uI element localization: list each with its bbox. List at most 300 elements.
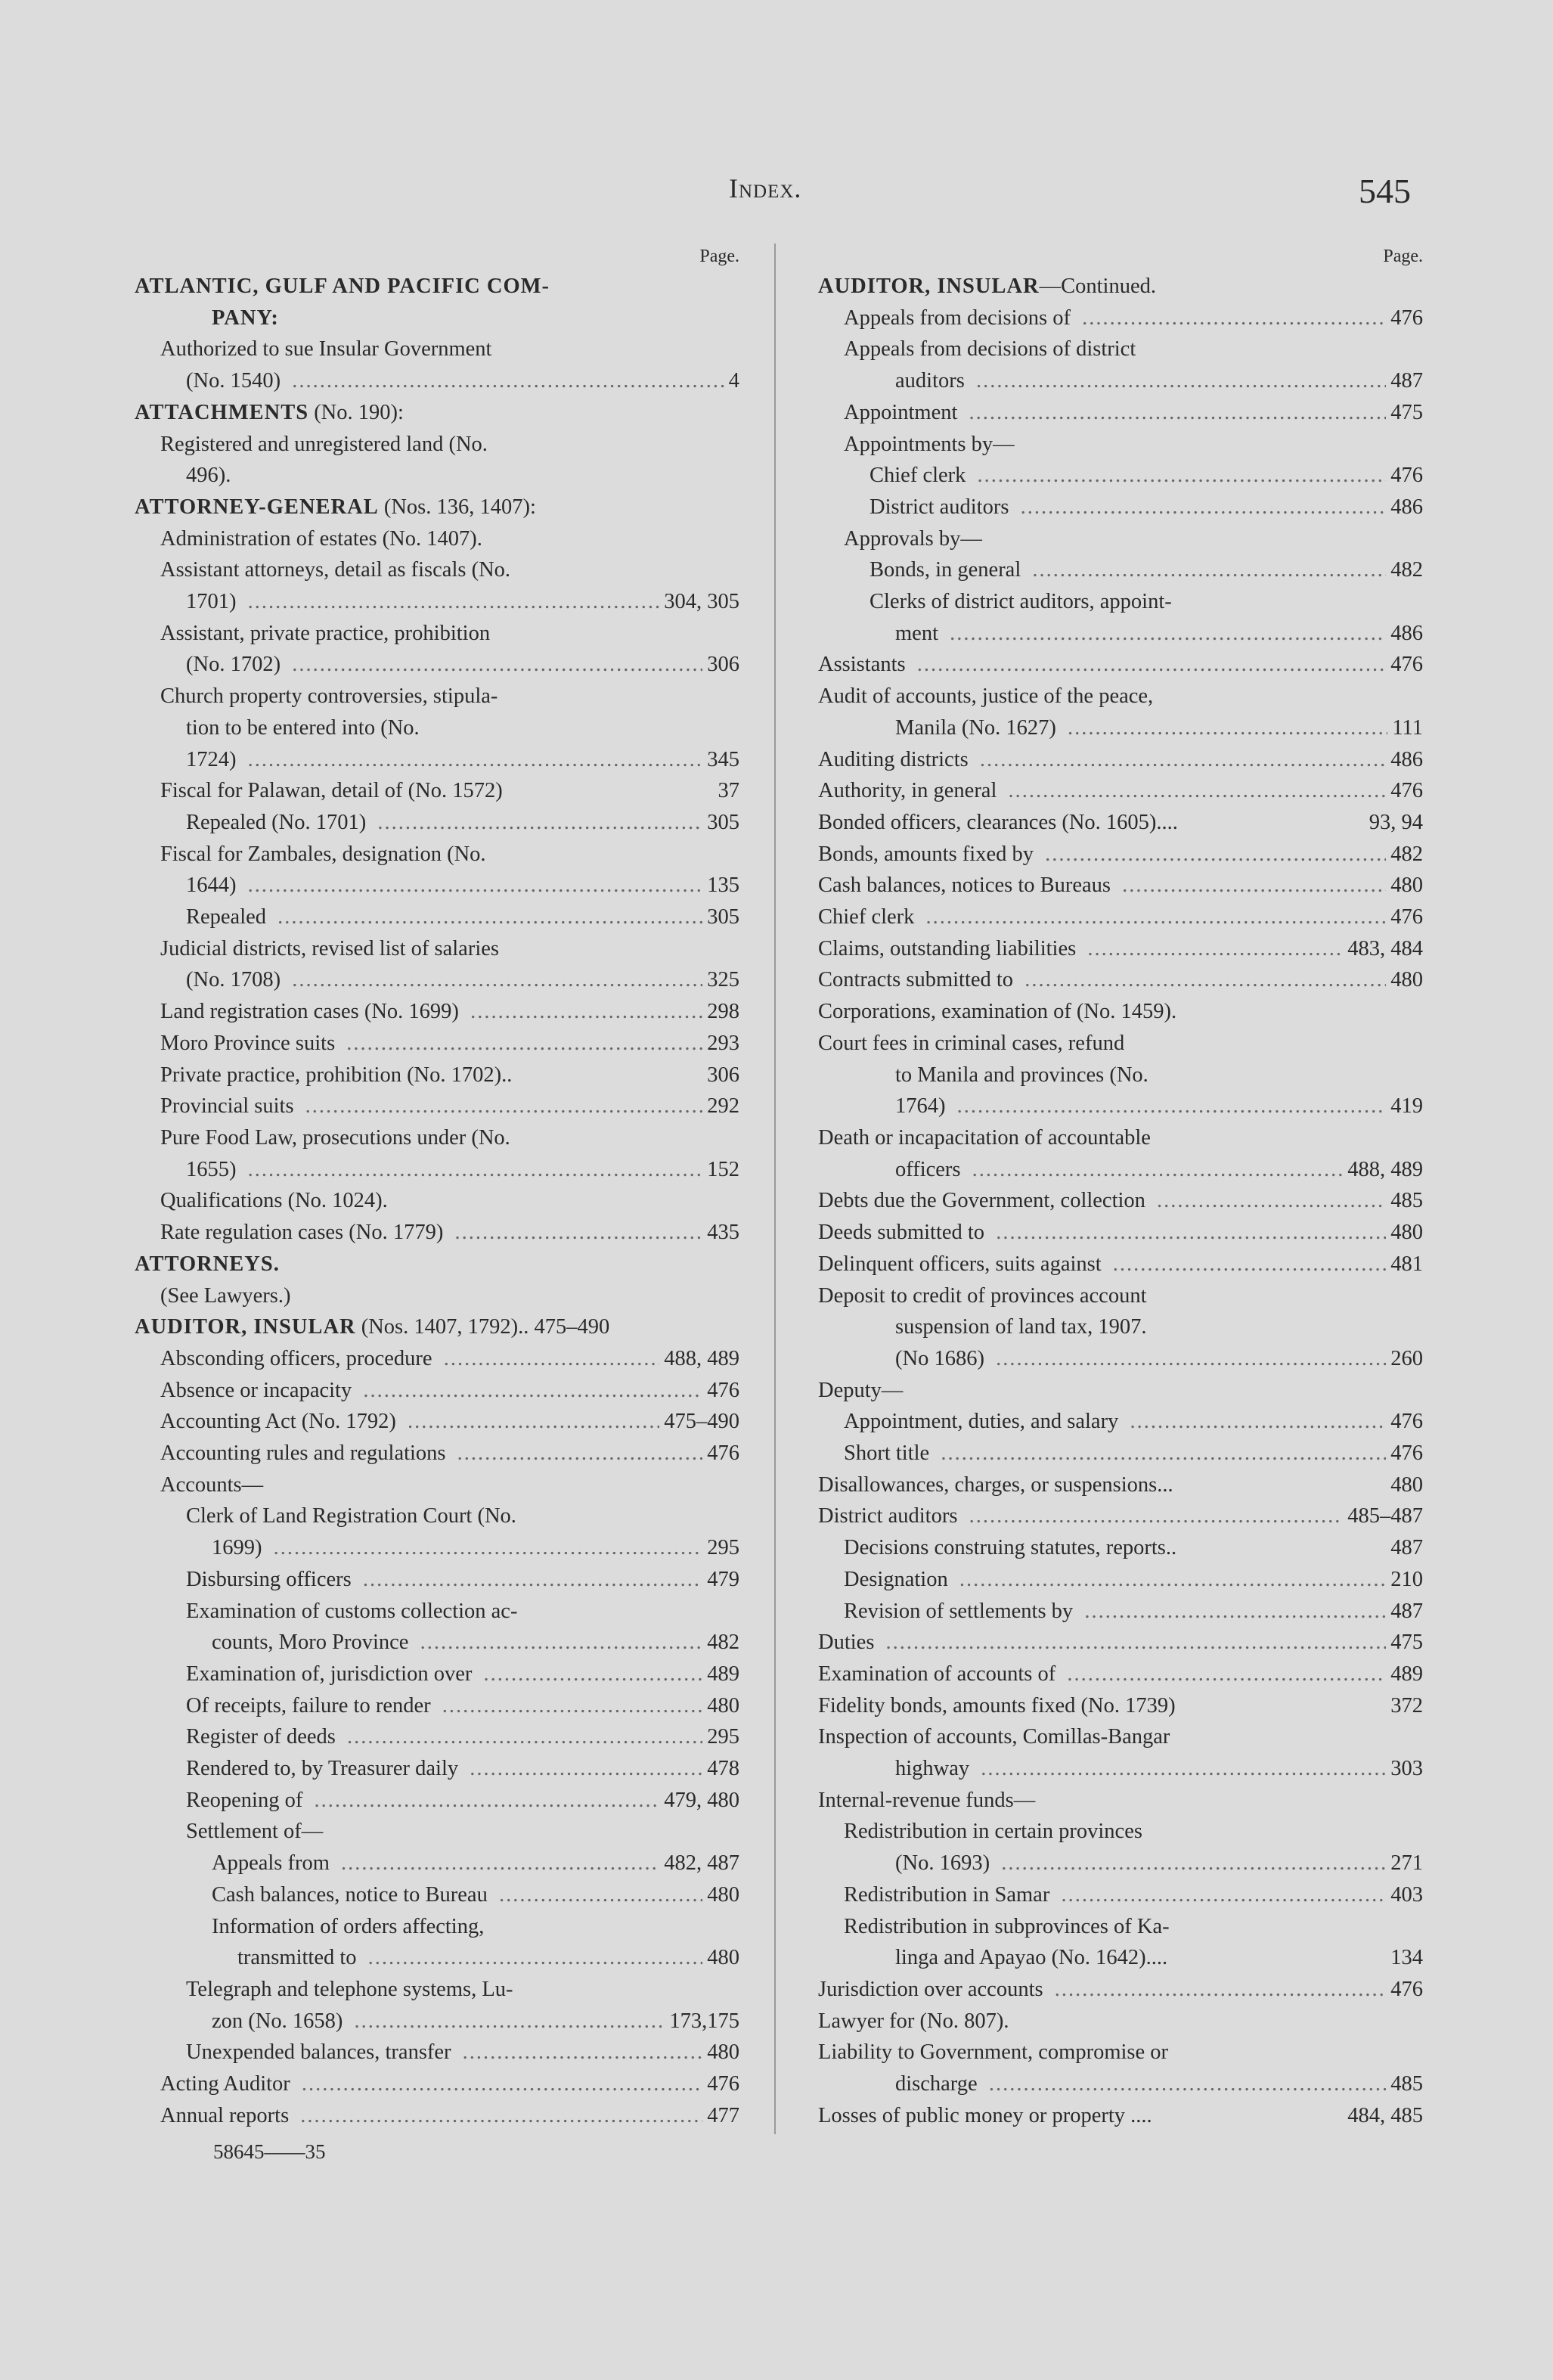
entry-text: Provincial suits — [160, 1094, 299, 1118]
entry-text: ATTORNEYS. — [135, 1252, 280, 1276]
index-entry — [135, 712, 739, 744]
index-entry — [818, 1154, 1423, 1186]
index-column-right — [818, 244, 1423, 2131]
index-entry — [818, 586, 1423, 618]
index-entry — [135, 1879, 739, 1911]
index-entry — [135, 1500, 739, 1532]
entry-text: Cash balances, notice to Bureau — [212, 1883, 492, 1907]
index-entry — [818, 996, 1423, 1028]
index-entry — [818, 1721, 1423, 1753]
entry-page-ref: 486 — [1386, 744, 1423, 776]
index-entry — [818, 870, 1423, 901]
entry-text: Chief clerk — [818, 905, 919, 929]
entry-page-ref: 483, 484 — [1343, 933, 1423, 965]
index-entry — [135, 586, 739, 618]
index-entry — [135, 1848, 739, 1879]
entry-page-ref: 271 — [1386, 1848, 1423, 1879]
index-entry — [135, 1028, 739, 1060]
entry-text: Authorized to sue Insular Government — [160, 337, 492, 361]
entry-text: Accounts— — [160, 1472, 264, 1497]
entry-text: Audit of accounts, justice of the peace, — [818, 684, 1154, 709]
entry-page-ref: 476 — [702, 1438, 739, 1469]
entry-page-ref: 111 — [1387, 712, 1423, 744]
index-entry — [135, 397, 739, 429]
entry-page-ref: 476 — [1386, 775, 1423, 807]
entry-page-ref: 93, 94 — [1365, 807, 1423, 839]
index-entry — [818, 2037, 1423, 2068]
entry-page-ref: 476 — [1386, 1406, 1423, 1438]
index-entry — [135, 1690, 739, 1722]
entry-text: Appeals from — [212, 1851, 334, 1875]
entry-page-ref: 477 — [702, 2100, 739, 2132]
index-entry — [135, 2068, 739, 2100]
entry-subtext: (Nos. 136, 1407): — [378, 495, 536, 519]
index-entry — [818, 2068, 1423, 2100]
index-entry — [135, 1911, 739, 1943]
entry-text: Of receipts, failure to render — [186, 1694, 436, 1718]
entry-page-ref: 476 — [1386, 1438, 1423, 1469]
entry-page-ref: 435 — [702, 1217, 739, 1249]
entry-text: Debts due the Government, collection — [818, 1189, 1150, 1212]
index-entry — [135, 1122, 739, 1154]
index-entry — [135, 1596, 739, 1628]
index-entry — [135, 933, 739, 965]
index-entry — [818, 1185, 1423, 1217]
index-entry — [135, 1060, 739, 1091]
entry-text: ment — [895, 622, 943, 645]
entry-text: Repealed — [186, 905, 271, 929]
index-entry — [135, 1217, 739, 1249]
index-entry — [818, 1690, 1423, 1722]
entry-page-ref: 135 — [702, 870, 739, 901]
index-entry — [135, 1564, 739, 1596]
entry-page-ref: 476 — [1386, 649, 1423, 681]
entry-page-ref: 260 — [1386, 1343, 1423, 1375]
entry-page-ref: 482 — [1386, 554, 1423, 586]
index-entry — [135, 1185, 739, 1217]
index-entry — [135, 554, 739, 586]
entry-text: officers — [895, 1158, 966, 1181]
entry-page-ref: 295 — [702, 1532, 739, 1564]
page-column-label: Page. — [1383, 247, 1423, 266]
index-entry — [135, 1469, 739, 1501]
entry-subtext: (Nos. 1407, 1792).. 475–490 — [355, 1315, 610, 1339]
index-entry — [818, 2006, 1423, 2037]
index-entry — [818, 1659, 1423, 1690]
index-entry — [818, 649, 1423, 681]
entry-text: Assistants — [818, 653, 910, 676]
index-entry — [818, 1311, 1423, 1343]
entry-text: tion to be entered into (No. — [186, 715, 420, 740]
entry-text: linga and Apayao (No. 1642).... — [895, 1946, 1168, 1970]
index-entry — [818, 429, 1423, 461]
entry-page-ref: 482, 487 — [659, 1848, 739, 1879]
index-entry — [135, 492, 739, 523]
entry-text: Fiscal for Zambales, designation (No. — [160, 842, 486, 866]
entry-text: Liability to Government, compromise or — [818, 2040, 1169, 2065]
entry-page-ref: 152 — [702, 1154, 739, 1186]
entry-text: Authority, in general — [818, 779, 1001, 802]
index-entry — [135, 1280, 739, 1312]
index-entry — [818, 1532, 1423, 1564]
entry-text: Qualifications (No. 1024). — [160, 1189, 388, 1213]
entry-page-ref: 475–490 — [659, 1406, 739, 1438]
index-entry — [818, 523, 1423, 555]
entry-text: Appeals from decisions of — [844, 306, 1075, 330]
page-column-label: Page. — [699, 247, 739, 266]
entry-text: Manila (No. 1627) — [895, 716, 1061, 740]
entry-text: Examination of accounts of — [818, 1662, 1060, 1686]
entry-text: Inspection of accounts, Comillas-Bangar — [818, 1725, 1170, 1749]
entry-text: Bonded officers, clearances (No. 1605).... — [818, 810, 1178, 834]
entry-text: Disallowances, charges, or suspensions... — [818, 1472, 1173, 1497]
entry-text: Appointment, duties, and salary — [844, 1410, 1123, 1433]
entry-page-ref: 485 — [1386, 2068, 1423, 2100]
entry-page-ref: 303 — [1386, 1753, 1423, 1785]
entry-page-ref: 482 — [702, 1627, 739, 1659]
entry-text: Information of orders affecting, — [212, 1914, 485, 1938]
index-entry — [818, 397, 1423, 429]
entry-text: Bonds, amounts fixed by — [818, 842, 1038, 866]
entry-text: (No. 1693) — [895, 1851, 994, 1875]
entry-text: Reopening of — [186, 1789, 307, 1812]
index-entry — [818, 1911, 1423, 1943]
entry-subtext: —Continued. — [1039, 275, 1156, 298]
index-entry — [818, 1028, 1423, 1060]
entry-text: Redistribution in subprovinces of Ka- — [844, 1914, 1170, 1938]
index-entry — [135, 1091, 739, 1122]
entry-text: 1724) — [186, 748, 241, 771]
index-entry — [135, 1942, 739, 1974]
index-entry — [135, 964, 739, 996]
entry-text: Repealed (No. 1701) — [186, 811, 370, 834]
entry-text: Unexpended balances, transfer — [186, 2040, 456, 2064]
index-entry — [818, 1469, 1423, 1501]
index-entry — [135, 1343, 739, 1375]
index-entry — [818, 839, 1423, 870]
index-entry — [818, 1848, 1423, 1879]
index-entry — [135, 870, 739, 901]
index-entry — [135, 1375, 739, 1407]
entry-text: 1701) — [186, 590, 241, 613]
index-entry — [818, 1280, 1423, 1312]
entry-page-ref: 482 — [1386, 839, 1423, 870]
index-entry — [818, 460, 1423, 492]
entry-page-ref: 476 — [1386, 303, 1423, 334]
entry-page-ref: 487 — [1386, 1532, 1423, 1564]
entry-text: AUDITOR, INSULAR — [818, 275, 1040, 298]
entry-text: Annual reports — [160, 2104, 293, 2127]
column-divider — [774, 244, 776, 2134]
entry-text: Pure Food Law, prosecutions under (No. — [160, 1125, 510, 1150]
entry-page-ref: 479, 480 — [659, 1785, 739, 1817]
index-column-left — [135, 244, 739, 2131]
index-entry — [135, 681, 739, 712]
entry-text: Assistant, private practice, prohibition — [160, 621, 491, 645]
entry-text: AUDITOR, INSULAR — [135, 1315, 356, 1339]
entry-text: 1699) — [212, 1536, 267, 1559]
entry-text: Designation — [844, 1568, 953, 1591]
entry-text: Judicial districts, revised list of salaries — [160, 936, 499, 960]
index-entry — [135, 429, 739, 461]
entry-page-ref: 37 — [714, 775, 740, 807]
index-entry — [818, 1816, 1423, 1848]
index-entry — [135, 649, 739, 681]
entry-page-ref: 325 — [702, 964, 739, 996]
entry-text: ATTORNEY-GENERAL — [135, 495, 379, 519]
index-entry — [135, 1154, 739, 1186]
entry-page-ref: 476 — [1386, 901, 1423, 933]
index-entry — [818, 1406, 1423, 1438]
index-entry — [135, 1816, 739, 1848]
index-entry — [818, 618, 1423, 650]
index-entry — [818, 303, 1423, 334]
right-entries — [818, 271, 1423, 2131]
index-entry — [818, 1942, 1423, 1974]
entry-page-ref: 298 — [702, 996, 739, 1028]
entry-text: Decisions construing statutes, reports.. — [844, 1536, 1177, 1560]
entry-text: Delinquent officers, suits against — [818, 1252, 1106, 1276]
entry-page-ref: 489 — [702, 1659, 739, 1690]
index-entry — [135, 807, 739, 839]
entry-subtext: (No. 190): — [308, 400, 404, 424]
entry-text: (No. 1708) — [186, 968, 285, 991]
entry-page-ref: 292 — [702, 1091, 739, 1122]
index-entry — [135, 2006, 739, 2037]
index-entry — [818, 1343, 1423, 1375]
entry-text: Deputy— — [818, 1378, 904, 1402]
entry-page-ref: 304, 305 — [659, 586, 739, 618]
entry-text: (No. 1540) — [186, 369, 285, 393]
entry-text: Short title — [844, 1441, 934, 1465]
entry-text: discharge — [895, 2072, 982, 2096]
entry-text: Approvals by— — [844, 526, 982, 551]
entry-text: Accounting rules and regulations — [160, 1441, 451, 1465]
entry-text: Clerks of district auditors, appoint- — [869, 590, 1172, 614]
entry-page-ref: 480 — [1386, 1469, 1423, 1501]
entry-text: suspension of land tax, 1907. — [895, 1315, 1147, 1339]
entry-text: counts, Moro Province — [212, 1631, 413, 1654]
entry-page-ref: 486 — [1386, 492, 1423, 523]
index-entry — [135, 901, 739, 933]
entry-text: ATTACHMENTS — [135, 400, 309, 424]
index-entry — [818, 1753, 1423, 1785]
entry-text: Claims, outstanding liabilities — [818, 937, 1080, 960]
entry-page-ref: 486 — [1386, 618, 1423, 650]
index-entry — [818, 964, 1423, 996]
index-entry — [135, 839, 739, 870]
entry-text: Absence or incapacity — [160, 1379, 356, 1402]
page-number: 545 — [1359, 172, 1411, 210]
running-head: Index. — [729, 173, 802, 203]
entry-text: Moro Province suits — [160, 1032, 339, 1055]
index-entry — [818, 712, 1423, 744]
index-entry — [818, 807, 1423, 839]
entry-page-ref: 480 — [702, 1942, 739, 1974]
entry-page-ref: 403 — [1386, 1879, 1423, 1911]
entry-text: Death or incapacitation of accountable — [818, 1125, 1151, 1150]
entry-text: Redistribution in certain provinces — [844, 1820, 1142, 1844]
entry-text: Cash balances, notices to Bureaus — [818, 873, 1115, 897]
index-entry — [135, 460, 739, 492]
entry-text: Assistant attorneys, detail as fiscals (No. — [160, 558, 511, 582]
entry-text: Accounting Act (No. 1792) — [160, 1410, 401, 1433]
index-entry — [818, 1785, 1423, 1817]
index-entry — [818, 1627, 1423, 1659]
index-entry — [818, 1438, 1423, 1469]
index-entry — [818, 1060, 1423, 1091]
entry-page-ref: 345 — [702, 744, 739, 776]
index-entry — [818, 1091, 1423, 1122]
index-entry — [818, 1217, 1423, 1249]
index-entry — [818, 775, 1423, 807]
entry-text: Telegraph and telephone systems, Lu- — [186, 1977, 513, 2001]
index-entry — [135, 523, 739, 555]
index-entry — [135, 1249, 739, 1280]
index-entry — [818, 1596, 1423, 1628]
entry-text: Register of deeds — [186, 1725, 340, 1749]
entry-page-ref: 419 — [1386, 1091, 1423, 1122]
index-entry — [818, 933, 1423, 965]
index-entry — [135, 1785, 739, 1817]
entry-page-ref: 478 — [702, 1753, 739, 1785]
entry-text: Losses of public money or property .... — [818, 2103, 1152, 2127]
entry-page-ref: 305 — [702, 901, 739, 933]
entry-text: Disbursing officers — [186, 1568, 356, 1591]
entry-page-ref: 372 — [1386, 1690, 1423, 1722]
entry-text: ATLANTIC, GULF AND PACIFIC COM- — [135, 275, 550, 298]
entry-page-ref: 476 — [1386, 460, 1423, 492]
entry-text: Duties — [818, 1631, 879, 1654]
entry-page-ref: 475 — [1386, 397, 1423, 429]
entry-text: PANY: — [212, 306, 279, 330]
entry-text: District auditors — [818, 1504, 962, 1528]
index-entry — [818, 1375, 1423, 1407]
entry-page-ref: 306 — [702, 649, 739, 681]
entry-text: Administration of estates (No. 1407). — [160, 526, 482, 551]
entry-text: Private practice, prohibition (No. 1702).. — [160, 1063, 513, 1087]
index-entry — [818, 492, 1423, 523]
entry-page-ref: 293 — [702, 1028, 739, 1060]
entry-text: Examination of, jurisdiction over — [186, 1662, 476, 1686]
entry-text: Appointment — [844, 401, 962, 424]
index-entry — [818, 681, 1423, 712]
entry-page-ref: 475 — [1386, 1627, 1423, 1659]
index-entry — [135, 1721, 739, 1753]
index-entry — [818, 365, 1423, 397]
entry-text: Redistribution in Samar — [844, 1883, 1054, 1907]
index-entry — [135, 1627, 739, 1659]
entry-page-ref: 480 — [1386, 964, 1423, 996]
index-entry — [135, 775, 739, 807]
entry-text: Rendered to, by Treasurer daily — [186, 1757, 463, 1780]
entry-text: (See Lawyers.) — [160, 1283, 291, 1308]
index-entry — [135, 1438, 739, 1469]
entry-page-ref: 485 — [1386, 1185, 1423, 1217]
entry-page-ref: 480 — [1386, 1217, 1423, 1249]
entry-text: Examination of customs collection ac- — [186, 1599, 518, 1623]
entry-page-ref: 481 — [1386, 1249, 1423, 1280]
signature-mark: 58645——35 — [213, 2140, 326, 2163]
index-entry — [135, 996, 739, 1028]
entry-text: Absconding officers, procedure — [160, 1347, 437, 1370]
entry-text: Appeals from decisions of district — [844, 337, 1136, 361]
entry-text: Lawyer for (No. 807). — [818, 2009, 1009, 2033]
left-entries — [135, 271, 739, 2131]
entry-text: Deposit to credit of provinces account — [818, 1283, 1147, 1308]
entry-text: Land registration cases (No. 1699) — [160, 1000, 463, 1023]
entry-page-ref: 210 — [1386, 1564, 1423, 1596]
index-entry — [135, 744, 739, 776]
index-entry — [135, 1532, 739, 1564]
entry-text: auditors — [895, 369, 969, 393]
entry-text: Internal-revenue funds— — [818, 1788, 1036, 1812]
index-entry — [818, 1879, 1423, 1911]
entry-text: to Manila and provinces (No. — [895, 1063, 1148, 1087]
entry-page-ref: 476 — [702, 2068, 739, 2100]
entry-text: Chief clerk — [869, 464, 970, 487]
entry-text: Corporations, examination of (No. 1459). — [818, 1000, 1177, 1024]
index-entry — [135, 2037, 739, 2068]
index-entry — [818, 554, 1423, 586]
entry-text: Auditing districts — [818, 748, 973, 771]
entry-page-ref: 476 — [1386, 1974, 1423, 2006]
entry-text: Contracts submitted to — [818, 968, 1018, 991]
index-entry — [135, 1311, 739, 1343]
entry-text: Fidelity bonds, amounts fixed (No. 1739) — [818, 1693, 1176, 1718]
entry-page-ref: 295 — [702, 1721, 739, 1753]
entry-page-ref: 134 — [1386, 1942, 1423, 1974]
index-entry — [135, 271, 739, 303]
index-entry — [818, 2100, 1423, 2132]
entry-text: 1764) — [895, 1094, 950, 1118]
entry-page-ref: 306 — [702, 1060, 739, 1091]
entry-page-ref: 173,175 — [665, 2006, 739, 2037]
entry-page-ref: 488, 489 — [1343, 1154, 1423, 1186]
entry-text: transmitted to — [237, 1946, 361, 1969]
entry-page-ref: 487 — [1386, 365, 1423, 397]
entry-text: Registered and unregistered land (No. — [160, 432, 488, 456]
entry-text: Court fees in criminal cases, refund — [818, 1031, 1125, 1055]
entry-page-ref: 487 — [1386, 1596, 1423, 1628]
entry-page-ref: 480 — [702, 1879, 739, 1911]
entry-text: Revision of settlements by — [844, 1600, 1077, 1623]
index-entry — [818, 1974, 1423, 2006]
entry-text: Clerk of Land Registration Court (No. — [186, 1504, 516, 1528]
entry-text: Jurisdiction over accounts — [818, 1978, 1048, 2001]
entry-page-ref: 485–487 — [1343, 1500, 1423, 1532]
entry-page-ref: 480 — [1386, 870, 1423, 901]
entry-page-ref: 480 — [702, 1690, 739, 1722]
entry-page-ref: 476 — [702, 1375, 739, 1407]
entry-page-ref: 489 — [1386, 1659, 1423, 1690]
entry-text: Church property controversies, stipula- — [160, 684, 498, 709]
entry-page-ref: 305 — [702, 807, 739, 839]
entry-text: Acting Auditor — [160, 2072, 295, 2096]
index-entry — [135, 334, 739, 365]
entry-text: 1655) — [186, 1158, 241, 1181]
index-entry — [818, 1564, 1423, 1596]
index-entry — [135, 1406, 739, 1438]
entry-text: Fiscal for Palawan, detail of (No. 1572) — [160, 779, 503, 803]
entry-page-ref: 479 — [702, 1564, 739, 1596]
entry-page-ref: 480 — [702, 2037, 739, 2068]
index-entry — [135, 365, 739, 397]
entry-text: 496). — [186, 464, 231, 488]
index-entry — [818, 271, 1423, 303]
index-entry — [818, 1500, 1423, 1532]
index-entry — [135, 1974, 739, 2006]
